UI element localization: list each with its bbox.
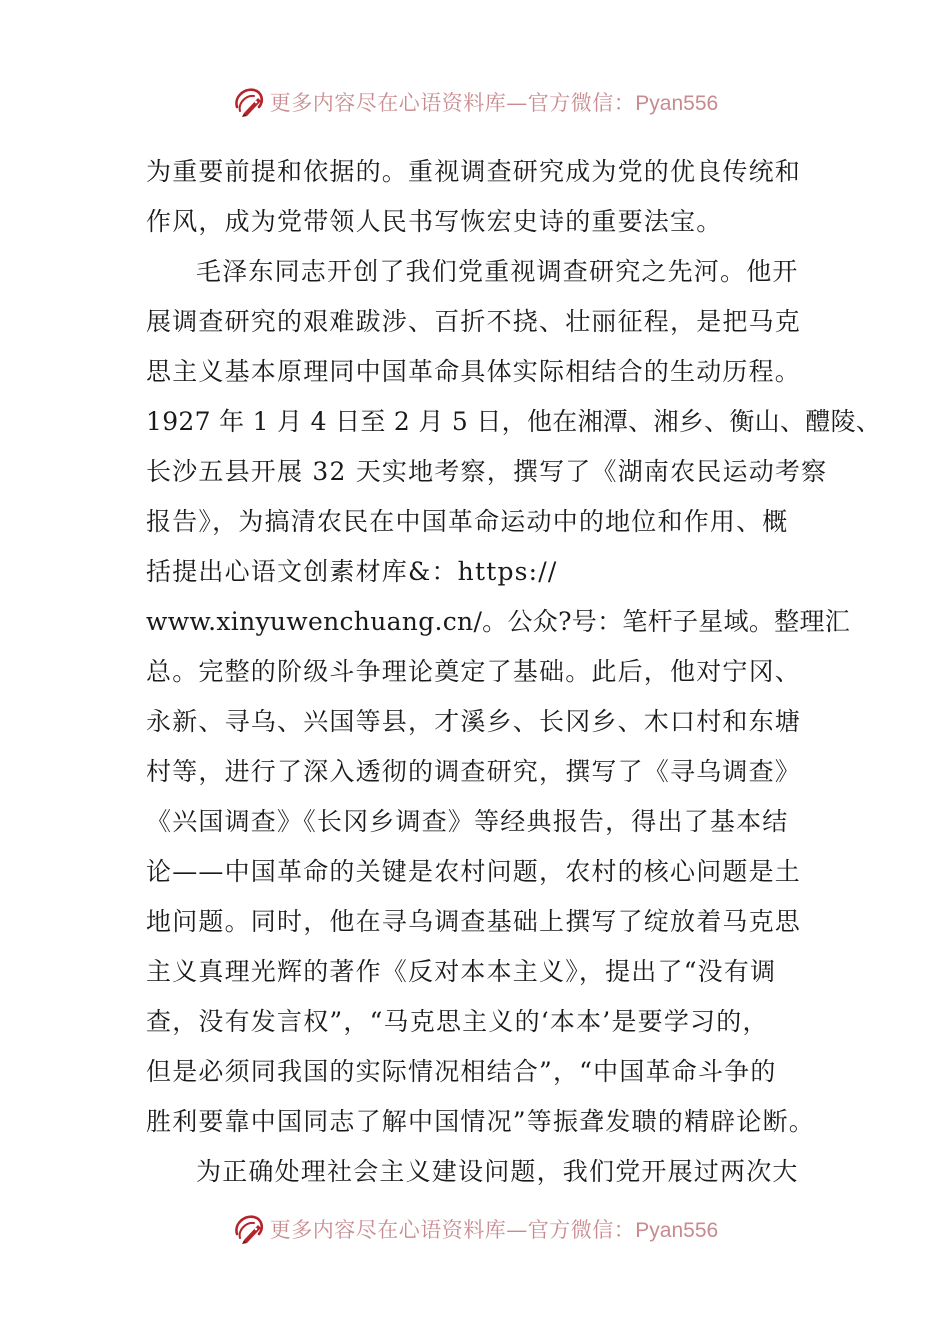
document-body [146,147,882,1197]
pen-nib-swirl-icon [232,1212,266,1246]
watermark-text: 更多内容尽在心语资料库—官方微信：Pyan556 [269,1218,719,1242]
watermark-text: 更多内容尽在心语资料库—官方微信：Pyan556 [269,91,719,115]
header-watermark [0,82,950,122]
text-line-18: 查，没有发言权”，“马克思主义的‘本本’是要学习的， [146,1007,769,1036]
text-line-17: 主义真理光辉的著作《反对本本主义》，提出了“没有调 [146,957,777,986]
pen-nib-swirl-icon [232,85,266,119]
text-line-21: 为正确处理社会主义建设问题，我们党开展过两次大 [196,1157,799,1186]
footer-watermark [0,1209,950,1249]
text-line-16: 地问题。同时，他在寻乌调查基础上撰写了绽放着马克思 [146,907,802,936]
text-line-2: 作风，成为党带领人民书写恢宏史诗的重要法宝。 [146,207,723,236]
text-line-15: 论——中国革命的关键是农村问题，农村的核心问题是土 [146,857,802,886]
text-line-4: 展调查研究的艰难跋涉、百折不挠、壮丽征程，是把马克 [146,307,802,336]
text-line-14: 《兴国调查》《长冈乡调查》等经典报告，得出了基本结 [146,807,789,836]
text-line-20: 胜利要靠中国同志了解中国情况”等振聋发聩的精辟论断。 [146,1107,815,1136]
text-line-8: 报告》，为搞清农民在中国革命运动中的地位和作用、概 [146,507,789,536]
text-line-1: 为重要前提和依据的。重视调查研究成为党的优良传统和 [146,157,802,186]
text-line-11: 总。完整的阶级斗争理论奠定了基础。此后，他对宁冈、 [146,657,802,686]
wechat-id: Pyan556 [635,92,719,115]
text-line-5: 思主义基本原理同中国革命具体实际相结合的生动历程。 [146,357,802,386]
text-line-7: 长沙五县开展 32 天实地考察，撰写了《湖南农民运动考察 [146,457,828,486]
text-line-3: 毛泽东同志开创了我们党重视调查研究之先河。他开 [196,257,799,286]
text-line-9: 括提出心语文创素材库&：https:// [146,557,558,586]
text-line-13: 村等，进行了深入透彻的调查研究，撰写了《寻乌调查》 [146,757,802,786]
text-line-12: 永新、寻乌、兴国等县，才溪乡、长冈乡、木口村和东塘 [146,707,802,736]
text-line-10: www.xinyuwenchuang.cn/。公众?号：笔杆子星域。整理汇 [146,607,851,636]
text-line-6: 1927 年 1 月 4 日至 2 月 5 日，他在湘潭、湘乡、衡山、醴陵、 [146,407,882,436]
text-line-19: 但是必须同我国的实际情况相结合”，“中国革命斗争的 [146,1057,777,1086]
wechat-id: Pyan556 [635,1219,719,1242]
